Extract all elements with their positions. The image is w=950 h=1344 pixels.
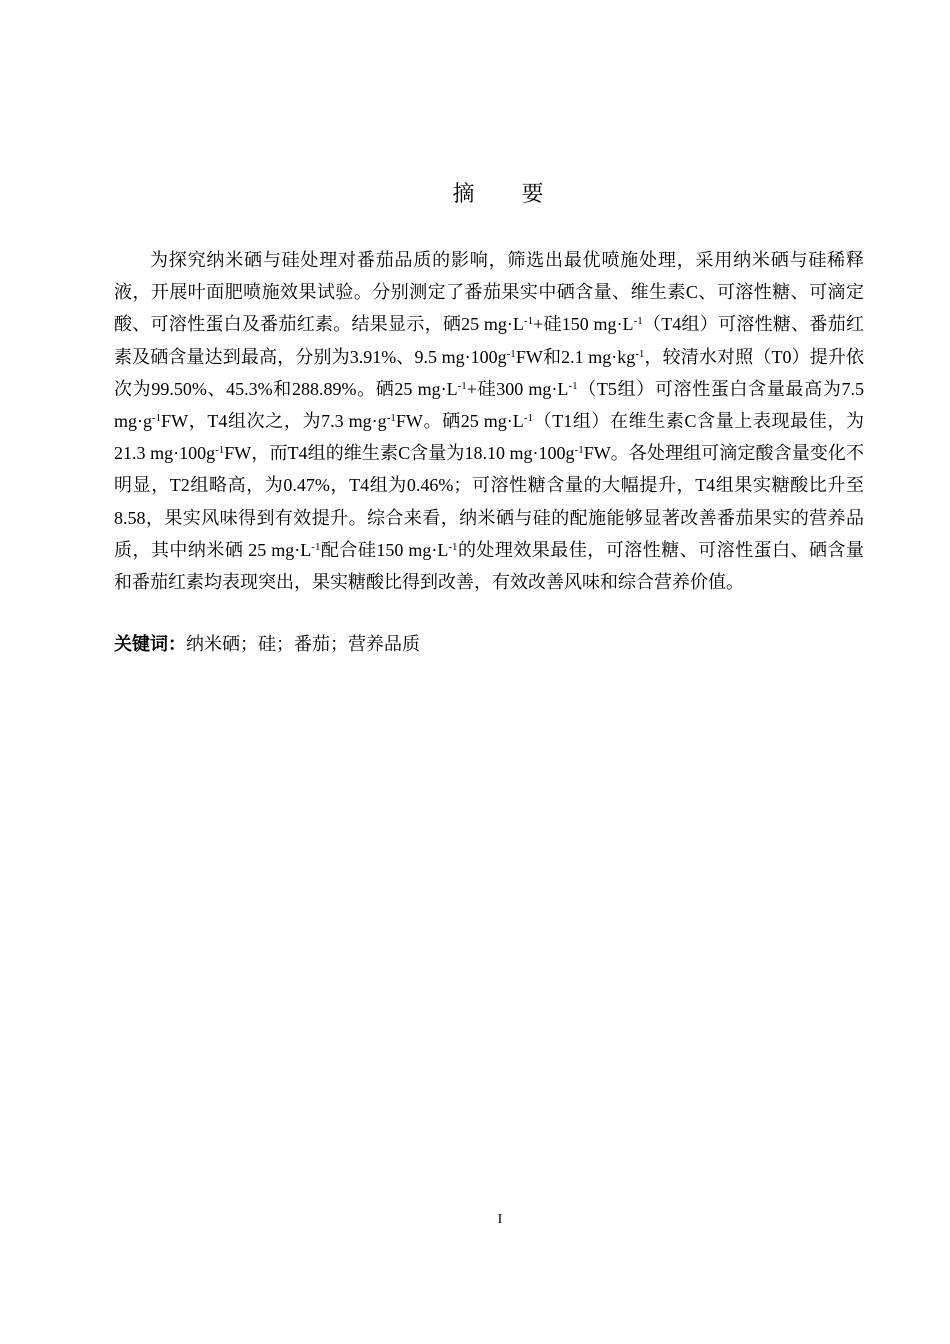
keywords-label: 关键词： (114, 634, 186, 655)
superscript: -1 (386, 412, 396, 425)
abstract-text: （T1组）在维生素C含量上表现最佳，为21.3 mg·100g (114, 411, 865, 464)
superscript: -1 (568, 379, 578, 392)
superscript: -1 (152, 412, 162, 425)
abstract-text: 的处理效果最佳，可溶性糖、可溶性蛋白、硒含量和番茄红素均表现突出，果实糖酸比得到改善，有效改善风味和综合营养价值。 (114, 539, 864, 593)
abstract-body (114, 244, 864, 598)
keywords-text: 纳米硒；硅；番茄；营养品质 (186, 634, 420, 654)
abstract-text: +硅150 mg·L (533, 314, 634, 335)
abstract-text: +硅300 mg·L (466, 378, 569, 399)
abstract-text: 为探究纳米硒与硅处理对番茄品质的影响，筛选出最优喷施处理，采用纳米硒与硅稀释液，开展叶面肥喷施效果试验。分别测定了番茄果实中硒含量、维生素C、可溶性糖、可滴定酸、可溶性蛋白及番茄红素。结果显示，硒25 mg·L (114, 250, 864, 335)
abstract-text: （T4组）可溶性糖、番茄红素及硒含量达到最高，分别为3.91%、9.5 mg·100g (114, 314, 864, 367)
abstract-text: 配合硅150 mg·L (320, 539, 449, 560)
superscript: -1 (635, 347, 645, 360)
superscript: -1 (448, 540, 458, 553)
abstract-text: FW和2.1 mg·kg (515, 346, 636, 367)
abstract-text: FW。各处理组可滴定酸含量变化不明显，T2组略高，为0.47%，T4组为0.46%；可溶性糖含量的大幅提升，T4组果实糖酸比升至8.58，果实风味得到有效提升。综合来看，纳米硒与硅的配施能够显著改善番茄果实的营养品质，其中纳米硒 25 mg·L (114, 443, 864, 560)
page-number: I (497, 1212, 503, 1227)
abstract-text: FW，而T4组的维生素C含量为18.10 mg·100g (224, 443, 575, 464)
superscript: -1 (523, 412, 533, 425)
superscript: -1 (574, 444, 584, 457)
superscript: -1 (633, 315, 643, 328)
superscript: -1 (215, 444, 225, 457)
superscript: -1 (506, 347, 516, 360)
abstract-text: FW，T4组次之，为7.3 mg·g (161, 411, 387, 432)
superscript: -1 (457, 379, 467, 392)
abstract-text: FW。硒25 mg·L (395, 411, 524, 432)
abstract-text: ，较清水对照（T0）提升依次为99.50%、45.3%和288.89%。硒25 mg·L (114, 346, 864, 399)
keywords (114, 628, 864, 661)
abstract-text: （T5组）可溶性蛋白含量最高为7.5 mg·g (114, 378, 864, 432)
page-title: 摘 要 (452, 182, 564, 207)
superscript: -1 (523, 315, 534, 328)
superscript: -1 (311, 540, 321, 553)
